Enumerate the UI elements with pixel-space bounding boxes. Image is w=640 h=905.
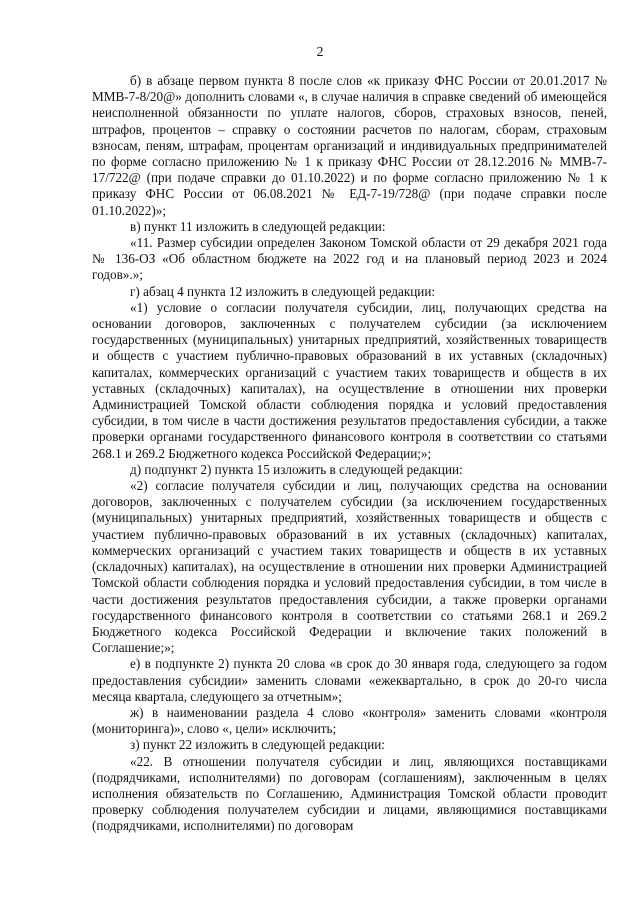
paragraph-22-text: «22. В отношении получателя субсидии и лиц, являющихся поставщиками (подрядчиками, исполнителями) по договорам (соглашениям), заключенным в целях исполнения обязательств по Соглашению, Администрация Томской области проводит проверку соблюдения получателем субсидии и лицами, являющимися поставщиками (подрядчиками, исполнителями) по договорам xyxy=(92,753,607,834)
paragraph-d: д) подпункт 2) пункта 15 изложить в следующей редакции: xyxy=(130,461,463,477)
paragraph-11-text: «11. Размер субсидии определен Законом Томской области от 29 декабря 2021 года № 136-ОЗ «Об областном бюджете на 2022 год и на плановый период 2023 и 2024 годов».»; xyxy=(92,235,607,283)
paragraph-z: з) пункт 22 изложить в следующей редакции: xyxy=(130,737,385,753)
paragraph-v: в) пункт 11 изложить в следующей редакции: xyxy=(130,218,386,234)
page-number: 2 xyxy=(316,45,324,60)
paragraph-g: г) абзац 4 пункта 12 изложить в следующей редакции: xyxy=(130,283,436,299)
paragraph-zh: ж) в наименовании раздела 4 слово «контроля» заменить словами «контроля (мониторинга)», слово «, цели» исключить; xyxy=(92,704,607,737)
paragraph-15-text: «2) согласие получателя субсидии и лиц, получающих средства на основании договоров, заключенных с получателем субсидии (за исключением государственных (муниципальных) унитарных предприятий, хозяйственных товариществ и обществ с участием публично-правовых образований в их уставных (складочных) капиталах, коммерческих организаций с участием таких товариществ и обществ в их уставных (складочных) капиталах), на осуществление в отношении них проверки Администрацией Томской области соблюдения порядка и условий предоставления субсидии, в том числе в части достижения результатов предоставления субсидии, а также проверки органами государственного финансового контроля в соответствии со статьями 268.1 и 269.2 Бюджетного кодекса Российской Федерации и включение таких положений в Соглашение;»; xyxy=(92,478,607,656)
paragraph-e: е) в подпункте 2) пункта 20 слова «в срок до 30 января года, следующего за годом предоставления субсидии» заменить словами «ежеквартально, в срок до 20-го числа месяца квартала, следующего за отчетным»; xyxy=(92,656,607,704)
document-body xyxy=(92,73,607,835)
paragraph-b: б) в абзаце первом пункта 8 после слов «к приказу ФНС России от 20.01.2017 № ММВ-7-8/20@» дополнить словами «, в случае наличия в справке сведений об имеющейся неисполненной обязанности по уплате налогов, сборов, страховых взносов, пеней, штрафов, процентов – справку о состоянии расчетов по налогам, сборам, страховым взносам, пеням, штрафам, процентам организаций и индивидуальных предпринимателей по форме согласно приложению № 1 к приказу ФНС России от 28.12.2016 № ММВ-7-17/722@ (при подаче справки до 01.10.2022) и по форме согласно приложению № 1 к приказу ФНС России от 06.08.2021 № ЕД-7-19/728@ (при подаче справки после 01.10.2022)»; xyxy=(92,73,607,218)
paragraph-12-text: «1) условие о согласии получателя субсидии, лиц, получающих средства на основании договоров, заключенных с получателем субсидии (за исключением государственных (муниципальных) унитарных предприятий, хозяйственных товариществ и обществ с участием публично-правовых образований в их уставных (складочных) капиталах, коммерческих организаций с участием таких товариществ и обществ в их уставных (складочных) капиталах), на осуществление в отношении них проверки Администрацией Томской области соблюдения порядка и условий предоставления субсидии, в том числе в части достижения результатов предоставления субсидии, а также проверки органами государственного финансового контроля в соответствии со статьями 268.1 и 269.2 Бюджетного кодекса Российской Федерации;»; xyxy=(92,299,607,461)
